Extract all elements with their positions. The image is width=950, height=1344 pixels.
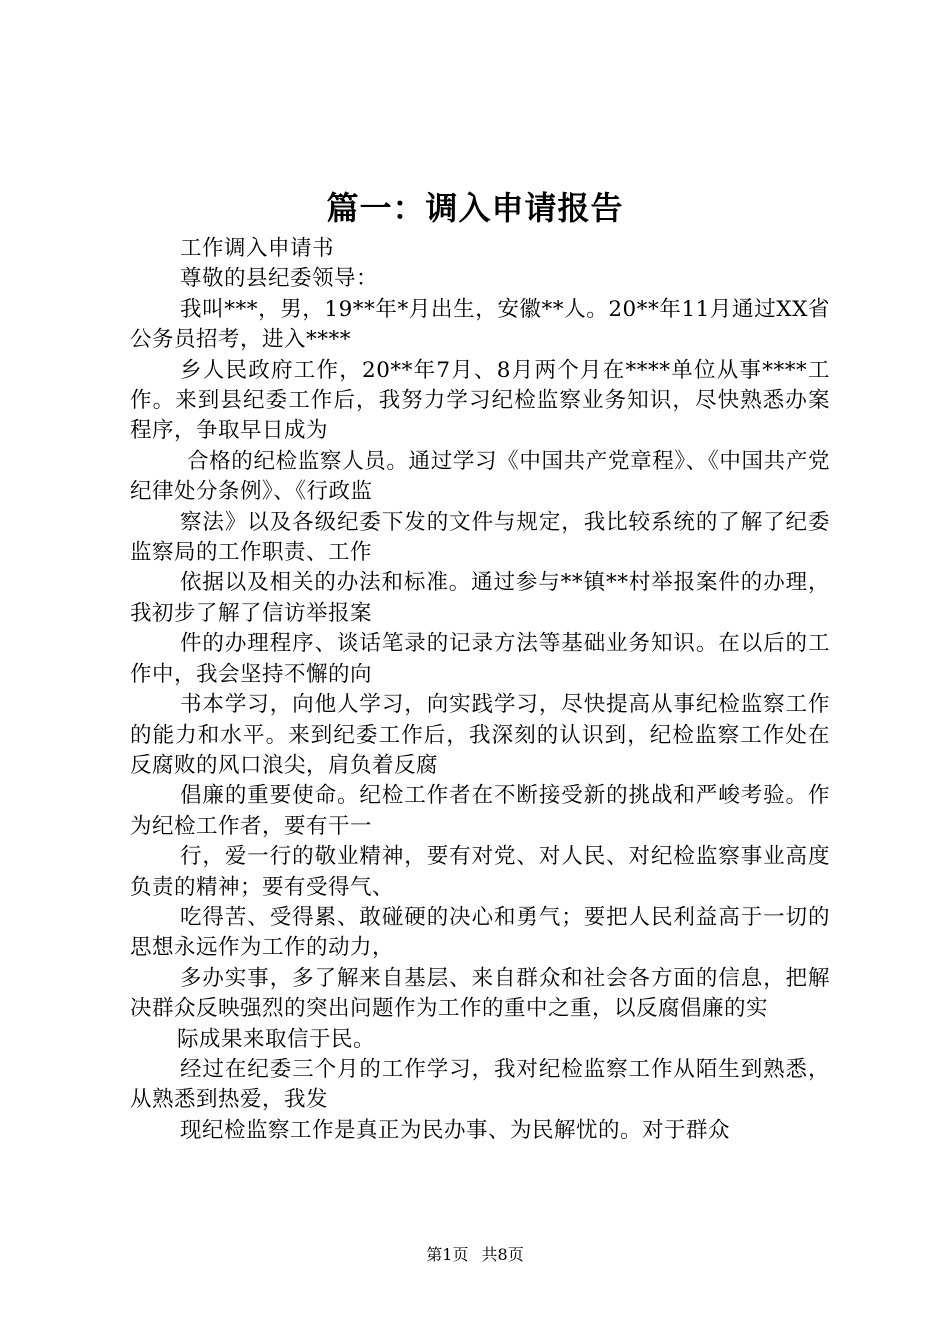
paragraph: 件的办理程序、谈话笔录的记录方法等基础业务知识。在以后的工作中，我会坚持不懈的向 (130, 631, 830, 687)
paragraph: 吃得苦、受得累、敢碰硬的决心和勇气；要把人民利益高于一切的思想永远作为工作的动力， (130, 904, 830, 961)
paragraph: 行，爱一行的敬业精神，要有对党、对人民、对纪检监察事业高度负责的精神；要有受得气、 (130, 844, 830, 900)
page-number: 第1页 (426, 1245, 469, 1264)
paragraph: 倡廉的重要使命。纪检工作者在不断接受新的挑战和严峻考验。作为纪检工作者，要有干一 (130, 783, 830, 839)
paragraph: 现纪检监察工作是真正为民办事、为民解忧的。对于群众 (180, 1117, 731, 1143)
paragraph: 依据以及相关的办法和标准。通过参与**镇**村举报案件的办理，我初步了解了信访举报案 (130, 570, 830, 626)
page-total: 共8页 (481, 1245, 524, 1264)
paragraph: 工作调入申请书 (180, 236, 335, 261)
paragraph: 多办实事，多了解来自基层、来自群众和社会各方面的信息，把解决群众反映强烈的突出问题作为工作的重中之重，以反腐倡廉的实 (130, 965, 830, 1022)
paragraph: 乡人民政府工作，20**年7月、8月两个月在****单位从事****工作。来到县纪委工作后，我努力学习纪检监察业务知识，尽快熟悉办案程序，争取早日成为 (130, 357, 830, 444)
paragraph: 尊敬的县纪委领导： (180, 266, 379, 292)
document-body (130, 234, 830, 1146)
paragraph: 我叫***，男，19**年*月出生，安徽**人。20**年11月通过XX省公务员招考，进入**** (130, 296, 830, 353)
page-footer (0, 1244, 950, 1266)
document-title: 篇一：调入申请报告 (326, 189, 624, 227)
paragraph: 经过在纪委三个月的工作学习，我对纪检监察工作从陌生到熟悉，从熟悉到热爱，我发 (130, 1056, 830, 1113)
paragraph: 合格的纪检监察人员。通过学习《中国共产党章程》、《中国共产党纪律处分条例》、《行政监 (130, 448, 830, 505)
paragraph: 书本学习，向他人学习，向实践学习，尽快提高从事纪检监察工作的能力和水平。来到纪委工作后，我深刻的认识到，纪检监察工作处在反腐败的风口浪尖，肩负着反腐 (130, 692, 830, 778)
paragraph: 际成果来取信于民。 (177, 1026, 376, 1052)
paragraph: 察法》以及各级纪委下发的文件与规定，我比较系统的了解了纪委监察局的工作职责、工作 (130, 509, 830, 566)
